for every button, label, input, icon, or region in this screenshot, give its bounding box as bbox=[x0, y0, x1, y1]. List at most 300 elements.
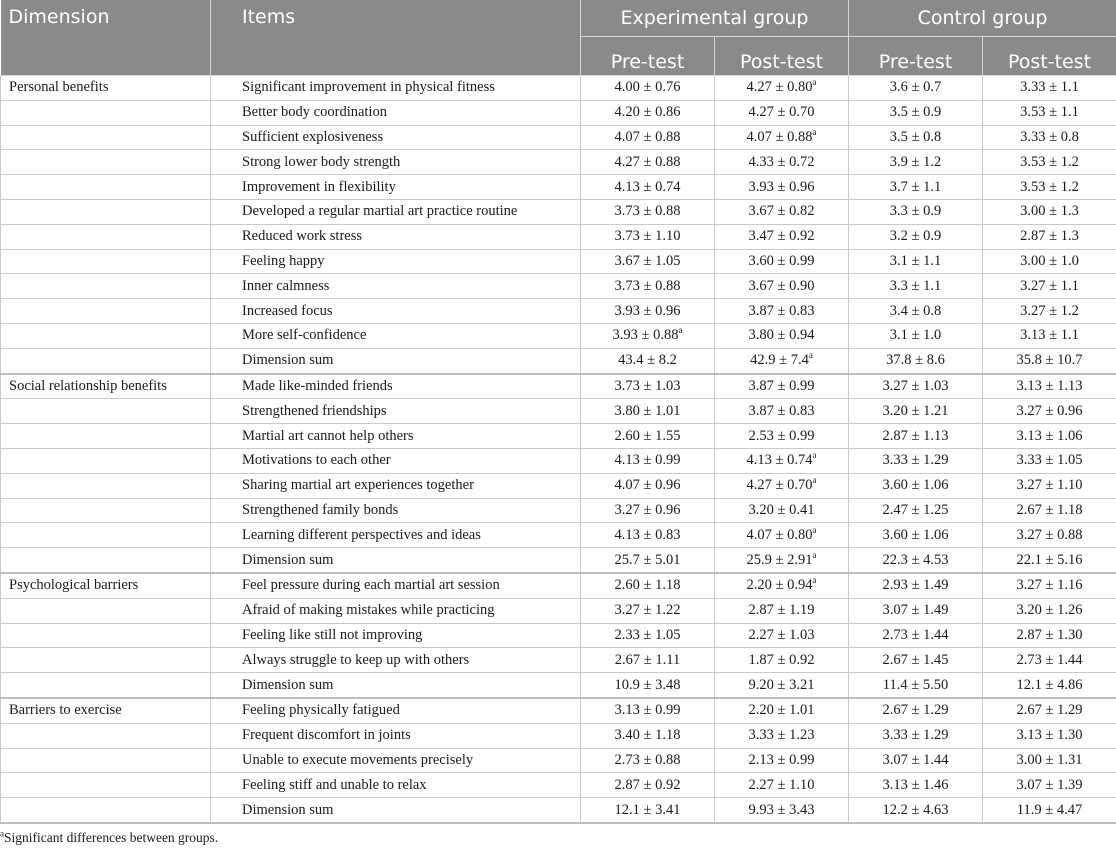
cell-item-value: Significant improvement in physical fitness bbox=[242, 79, 495, 96]
cell-exp-post-value: 9.93 ± 3.43 bbox=[748, 801, 815, 818]
cell-dimension bbox=[1, 299, 211, 324]
cell-item bbox=[211, 623, 581, 648]
cell-ctl-pre-value: 3.3 ± 1.1 bbox=[889, 277, 942, 294]
cell-ctl-post bbox=[983, 249, 1116, 274]
cell-exp-post bbox=[715, 623, 849, 648]
cell-exp-pre bbox=[581, 249, 715, 274]
cell-ctl-pre-value: 3.20 ± 1.21 bbox=[882, 402, 949, 419]
cell-exp-pre-value: 2.60 ± 1.18 bbox=[614, 577, 681, 594]
cell-exp-pre-value: 10.9 ± 3.48 bbox=[614, 676, 681, 693]
cell-ctl-pre bbox=[849, 548, 983, 573]
cell-item bbox=[211, 773, 581, 798]
cell-ctl-post-value: 2.87 ± 1.3 bbox=[1020, 228, 1079, 245]
table-row bbox=[1, 498, 1116, 523]
cell-dimension bbox=[1, 573, 211, 598]
cell-exp-pre-value: 4.07 ± 0.88 bbox=[614, 128, 681, 145]
cell-item bbox=[211, 224, 581, 249]
cell-ctl-pre bbox=[849, 598, 983, 623]
cell-ctl-pre bbox=[849, 523, 983, 548]
cell-ctl-post-value: 3.33 ± 1.1 bbox=[1020, 79, 1079, 96]
cell-dimension-value: Social relationship benefits bbox=[9, 377, 167, 394]
cell-exp-pre-value: 4.20 ± 0.86 bbox=[614, 104, 681, 121]
cell-ctl-pre bbox=[849, 773, 983, 798]
cell-exp-pre-value: 25.7 ± 5.01 bbox=[614, 551, 681, 568]
cell-exp-post bbox=[715, 548, 849, 573]
table-row bbox=[1, 723, 1116, 748]
cell-ctl-post-value: 2.67 ± 1.18 bbox=[1016, 501, 1083, 518]
cell-exp-pre-value: 2.87 ± 0.92 bbox=[614, 776, 681, 793]
cell-ctl-post bbox=[983, 473, 1116, 498]
cell-exp-pre bbox=[581, 548, 715, 573]
cell-exp-pre bbox=[581, 698, 715, 723]
cell-ctl-pre-value: 3.5 ± 0.9 bbox=[889, 104, 942, 121]
cell-item bbox=[211, 673, 581, 698]
cell-exp-post-value: 3.67 ± 0.82 bbox=[748, 203, 815, 220]
cell-ctl-post bbox=[983, 723, 1116, 748]
table-row bbox=[1, 448, 1116, 473]
cell-exp-pre-value: 3.73 ± 1.03 bbox=[614, 377, 681, 394]
cell-exp-post-value: 2.27 ± 1.03 bbox=[748, 626, 815, 643]
cell-ctl-post bbox=[983, 374, 1116, 399]
cell-item-value: Motivations to each other bbox=[242, 452, 391, 469]
cell-ctl-pre bbox=[849, 299, 983, 324]
cell-exp-pre bbox=[581, 598, 715, 623]
cell-exp-post bbox=[715, 249, 849, 274]
cell-exp-pre bbox=[581, 374, 715, 399]
cell-item-value: Feel pressure during each martial art session bbox=[242, 577, 500, 594]
header-ctl-post-test: Post-test bbox=[983, 37, 1116, 76]
cell-exp-post bbox=[715, 448, 849, 473]
cell-ctl-pre-value: 3.27 ± 1.03 bbox=[882, 377, 949, 394]
cell-exp-pre-value: 3.80 ± 1.01 bbox=[614, 402, 681, 419]
cell-ctl-post bbox=[983, 348, 1116, 373]
cell-exp-post bbox=[715, 175, 849, 200]
cell-item-value: Improvement in flexibility bbox=[242, 178, 396, 195]
cell-item bbox=[211, 598, 581, 623]
cell-ctl-post-value: 3.27 ± 1.2 bbox=[1020, 302, 1079, 319]
cell-ctl-post-value: 3.53 ± 1.2 bbox=[1020, 178, 1079, 195]
significance-marker: a bbox=[812, 450, 817, 461]
cell-exp-post bbox=[715, 274, 849, 299]
cell-ctl-pre bbox=[849, 125, 983, 150]
cell-item-value: Dimension sum bbox=[242, 676, 334, 693]
header-ctl-pre-test: Pre-test bbox=[849, 37, 983, 76]
cell-item bbox=[211, 548, 581, 573]
table-row bbox=[1, 374, 1116, 399]
table-row bbox=[1, 773, 1116, 798]
cell-ctl-post-value: 3.13 ± 1.13 bbox=[1016, 377, 1083, 394]
cell-item-value: Feeling physically fatigued bbox=[242, 702, 400, 719]
significance-marker: a bbox=[812, 524, 817, 535]
footnote-text: Significant differences between groups. bbox=[4, 830, 219, 845]
cell-exp-post-value: 2.27 ± 1.10 bbox=[748, 776, 815, 793]
cell-ctl-pre-value: 3.60 ± 1.06 bbox=[882, 526, 949, 543]
cell-dimension bbox=[1, 323, 211, 348]
cell-item-value: Martial art cannot help others bbox=[242, 427, 414, 444]
cell-item-value: Feeling happy bbox=[242, 252, 325, 269]
cell-exp-pre-value: 4.00 ± 0.76 bbox=[614, 79, 681, 96]
cell-exp-post-value: 3.33 ± 1.23 bbox=[748, 727, 815, 744]
cell-item-value: Inner calmness bbox=[242, 277, 330, 294]
table-row bbox=[1, 473, 1116, 498]
cell-ctl-post bbox=[983, 448, 1116, 473]
cell-exp-pre bbox=[581, 623, 715, 648]
cell-exp-pre-value: 4.13 ± 0.99 bbox=[614, 452, 681, 469]
table-row bbox=[1, 76, 1116, 101]
cell-ctl-pre-value: 3.1 ± 1.1 bbox=[889, 252, 942, 269]
table-row bbox=[1, 748, 1116, 773]
cell-exp-pre bbox=[581, 125, 715, 150]
cell-item-value: Developed a regular martial art practice routine bbox=[242, 203, 518, 220]
header-experimental-group: Experimental group bbox=[581, 0, 849, 37]
cell-ctl-pre-value: 3.60 ± 1.06 bbox=[882, 477, 949, 494]
cell-exp-pre-value: 3.93 ± 0.88 bbox=[612, 327, 679, 344]
cell-dimension bbox=[1, 424, 211, 449]
table-row bbox=[1, 175, 1116, 200]
cell-dimension-value: Psychological barriers bbox=[9, 577, 139, 594]
cell-exp-pre-value: 3.93 ± 0.96 bbox=[614, 302, 681, 319]
cell-ctl-pre-value: 3.3 ± 0.9 bbox=[889, 203, 942, 220]
cell-item bbox=[211, 348, 581, 373]
cell-ctl-post bbox=[983, 76, 1116, 101]
cell-ctl-post bbox=[983, 125, 1116, 150]
cell-item-value: Strengthened family bonds bbox=[242, 501, 399, 518]
cell-exp-pre bbox=[581, 748, 715, 773]
cell-ctl-post-value: 2.87 ± 1.30 bbox=[1016, 626, 1083, 643]
significance-marker: a bbox=[812, 575, 817, 586]
cell-item bbox=[211, 249, 581, 274]
table-row bbox=[1, 698, 1116, 723]
cell-ctl-post bbox=[983, 399, 1116, 424]
cell-ctl-pre-value: 3.07 ± 1.44 bbox=[882, 751, 949, 768]
cell-ctl-pre-value: 2.87 ± 1.13 bbox=[882, 427, 949, 444]
cell-dimension bbox=[1, 473, 211, 498]
cell-ctl-pre bbox=[849, 150, 983, 175]
cell-ctl-pre bbox=[849, 648, 983, 673]
cell-exp-post bbox=[715, 424, 849, 449]
cell-exp-post-value: 4.07 ± 0.88 bbox=[746, 128, 813, 145]
table-row bbox=[1, 323, 1116, 348]
cell-dimension bbox=[1, 374, 211, 399]
cell-exp-post bbox=[715, 348, 849, 373]
cell-ctl-pre-value: 3.1 ± 1.0 bbox=[889, 327, 942, 344]
cell-ctl-pre bbox=[849, 748, 983, 773]
cell-exp-pre-value: 4.13 ± 0.83 bbox=[614, 526, 681, 543]
cell-exp-post bbox=[715, 374, 849, 399]
cell-dimension bbox=[1, 100, 211, 125]
cell-exp-post bbox=[715, 498, 849, 523]
table-row bbox=[1, 573, 1116, 598]
cell-exp-post-value: 25.9 ± 2.91 bbox=[746, 551, 813, 568]
cell-exp-pre-value: 43.4 ± 8.2 bbox=[618, 352, 677, 369]
cell-exp-post-value: 2.53 ± 0.99 bbox=[748, 427, 815, 444]
cell-ctl-post bbox=[983, 323, 1116, 348]
cell-item bbox=[211, 199, 581, 224]
cell-item-value: Dimension sum bbox=[242, 551, 334, 568]
cell-dimension bbox=[1, 175, 211, 200]
cell-ctl-post-value: 3.53 ± 1.2 bbox=[1020, 153, 1079, 170]
cell-exp-pre-value: 3.73 ± 1.10 bbox=[614, 228, 681, 245]
significance-marker: a bbox=[678, 325, 683, 336]
cell-ctl-pre bbox=[849, 698, 983, 723]
cell-ctl-post bbox=[983, 623, 1116, 648]
cell-exp-post-value: 3.87 ± 0.83 bbox=[748, 302, 815, 319]
table-row bbox=[1, 100, 1116, 125]
cell-dimension bbox=[1, 798, 211, 823]
cell-ctl-pre-value: 3.6 ± 0.7 bbox=[889, 79, 942, 96]
cell-ctl-post bbox=[983, 523, 1116, 548]
cell-item-value: Unable to execute movements precisely bbox=[242, 751, 474, 768]
cell-exp-pre-value: 3.27 ± 1.22 bbox=[614, 602, 681, 619]
cell-ctl-pre bbox=[849, 348, 983, 373]
cell-dimension bbox=[1, 773, 211, 798]
cell-ctl-pre bbox=[849, 224, 983, 249]
cell-exp-post-value: 3.87 ± 0.99 bbox=[748, 377, 815, 394]
cell-ctl-pre bbox=[849, 199, 983, 224]
cell-ctl-pre-value: 3.33 ± 1.29 bbox=[882, 452, 949, 469]
cell-exp-post bbox=[715, 125, 849, 150]
cell-exp-pre bbox=[581, 773, 715, 798]
cell-exp-post-value: 3.20 ± 0.41 bbox=[748, 501, 815, 518]
cell-ctl-post bbox=[983, 498, 1116, 523]
cell-ctl-post-value: 11.9 ± 4.47 bbox=[1016, 801, 1083, 818]
table-row bbox=[1, 798, 1116, 823]
cell-ctl-pre-value: 2.47 ± 1.25 bbox=[882, 501, 949, 518]
cell-dimension-value: Personal benefits bbox=[9, 79, 109, 96]
cell-item-value: More self-confidence bbox=[242, 327, 367, 344]
cell-exp-post-value: 4.07 ± 0.80 bbox=[746, 526, 813, 543]
cell-ctl-post-value: 3.33 ± 1.05 bbox=[1016, 452, 1083, 469]
cell-ctl-pre-value: 37.8 ± 8.6 bbox=[886, 352, 945, 369]
cell-exp-pre-value: 2.67 ± 1.11 bbox=[614, 651, 681, 668]
table-row bbox=[1, 673, 1116, 698]
cell-exp-post-value: 4.27 ± 0.70 bbox=[748, 104, 815, 121]
cell-ctl-pre-value: 3.07 ± 1.49 bbox=[882, 602, 949, 619]
cell-exp-pre bbox=[581, 448, 715, 473]
cell-exp-pre-value: 3.40 ± 1.18 bbox=[614, 727, 681, 744]
cell-exp-post bbox=[715, 323, 849, 348]
cell-ctl-post bbox=[983, 424, 1116, 449]
cell-exp-pre bbox=[581, 798, 715, 823]
cell-dimension bbox=[1, 748, 211, 773]
cell-item bbox=[211, 125, 581, 150]
cell-item bbox=[211, 498, 581, 523]
cell-exp-pre-value: 3.73 ± 0.88 bbox=[614, 203, 681, 220]
cell-ctl-post-value: 3.00 ± 1.31 bbox=[1016, 751, 1083, 768]
significance-marker: a bbox=[812, 549, 817, 560]
cell-exp-pre bbox=[581, 473, 715, 498]
cell-ctl-post bbox=[983, 748, 1116, 773]
table-row bbox=[1, 249, 1116, 274]
cell-dimension bbox=[1, 548, 211, 573]
cell-ctl-pre-value: 2.67 ± 1.29 bbox=[882, 702, 949, 719]
cell-exp-pre-value: 2.33 ± 1.05 bbox=[614, 626, 681, 643]
cell-item-value: Frequent discomfort in joints bbox=[242, 727, 411, 744]
cell-item-value: Feeling stiff and unable to relax bbox=[242, 776, 427, 793]
cell-dimension-value: Barriers to exercise bbox=[9, 702, 122, 719]
cell-exp-post-value: 2.20 ± 1.01 bbox=[748, 702, 815, 719]
cell-exp-post bbox=[715, 598, 849, 623]
cell-dimension bbox=[1, 125, 211, 150]
cell-exp-pre bbox=[581, 498, 715, 523]
cell-dimension bbox=[1, 498, 211, 523]
cell-ctl-post-value: 2.73 ± 1.44 bbox=[1016, 651, 1083, 668]
cell-ctl-pre-value: 3.4 ± 0.8 bbox=[889, 302, 942, 319]
significance-marker: a bbox=[812, 77, 817, 88]
cell-exp-post-value: 9.20 ± 3.21 bbox=[748, 676, 815, 693]
cell-item bbox=[211, 648, 581, 673]
cell-exp-pre-value: 3.73 ± 0.88 bbox=[614, 277, 681, 294]
cell-ctl-pre-value: 22.3 ± 4.53 bbox=[882, 551, 949, 568]
cell-exp-pre bbox=[581, 100, 715, 125]
cell-exp-pre bbox=[581, 723, 715, 748]
cell-item bbox=[211, 748, 581, 773]
table-row bbox=[1, 523, 1116, 548]
cell-item-value: Sufficient explosiveness bbox=[242, 128, 384, 145]
cell-ctl-post-value: 3.53 ± 1.1 bbox=[1020, 104, 1079, 121]
cell-dimension bbox=[1, 399, 211, 424]
cell-item bbox=[211, 424, 581, 449]
cell-exp-post bbox=[715, 100, 849, 125]
cell-dimension bbox=[1, 150, 211, 175]
cell-item-value: Feeling like still not improving bbox=[242, 626, 423, 643]
cell-item bbox=[211, 100, 581, 125]
cell-exp-pre-value: 2.60 ± 1.55 bbox=[614, 427, 681, 444]
cell-exp-post-value: 3.87 ± 0.83 bbox=[748, 402, 815, 419]
cell-ctl-post-value: 3.33 ± 0.8 bbox=[1020, 128, 1079, 145]
cell-exp-post-value: 3.47 ± 0.92 bbox=[748, 228, 815, 245]
cell-item bbox=[211, 473, 581, 498]
cell-item bbox=[211, 723, 581, 748]
cell-exp-post bbox=[715, 698, 849, 723]
cell-ctl-post-value: 3.13 ± 1.1 bbox=[1020, 327, 1079, 344]
cell-ctl-post-value: 3.00 ± 1.3 bbox=[1020, 203, 1079, 220]
table-header bbox=[1, 0, 1116, 76]
cell-exp-pre-value: 3.27 ± 0.96 bbox=[614, 501, 681, 518]
cell-ctl-post bbox=[983, 673, 1116, 698]
cell-exp-pre bbox=[581, 150, 715, 175]
cell-ctl-post bbox=[983, 299, 1116, 324]
cell-item bbox=[211, 573, 581, 598]
cell-ctl-pre-value: 3.2 ± 0.9 bbox=[889, 228, 942, 245]
cell-ctl-post bbox=[983, 698, 1116, 723]
cell-ctl-post-value: 3.07 ± 1.39 bbox=[1016, 776, 1083, 793]
table-row bbox=[1, 598, 1116, 623]
cell-exp-post-value: 3.80 ± 0.94 bbox=[748, 327, 815, 344]
cell-item-value: Sharing martial art experiences together bbox=[242, 477, 474, 494]
cell-ctl-pre-value: 3.9 ± 1.2 bbox=[889, 153, 942, 170]
cell-item bbox=[211, 698, 581, 723]
cell-exp-post-value: 3.60 ± 0.99 bbox=[748, 252, 815, 269]
table-row bbox=[1, 348, 1116, 373]
cell-exp-post bbox=[715, 523, 849, 548]
cell-ctl-post-value: 3.27 ± 1.16 bbox=[1016, 577, 1083, 594]
header-items: Items bbox=[211, 0, 581, 76]
cell-ctl-pre bbox=[849, 798, 983, 823]
cell-ctl-post-value: 3.27 ± 1.10 bbox=[1016, 477, 1083, 494]
cell-ctl-post-value: 3.13 ± 1.30 bbox=[1016, 727, 1083, 744]
cell-ctl-pre bbox=[849, 473, 983, 498]
cell-exp-post bbox=[715, 773, 849, 798]
cell-dimension bbox=[1, 249, 211, 274]
cell-exp-pre bbox=[581, 224, 715, 249]
cell-ctl-pre bbox=[849, 274, 983, 299]
cell-item-value: Learning different perspectives and ideas bbox=[242, 526, 481, 543]
cell-exp-post bbox=[715, 224, 849, 249]
table-row bbox=[1, 125, 1116, 150]
cell-ctl-post bbox=[983, 648, 1116, 673]
table-row bbox=[1, 424, 1116, 449]
cell-item-value: Increased focus bbox=[242, 302, 333, 319]
cell-ctl-post-value: 3.20 ± 1.26 bbox=[1016, 602, 1083, 619]
cell-exp-pre-value: 3.13 ± 0.99 bbox=[614, 702, 681, 719]
cell-item bbox=[211, 175, 581, 200]
cell-ctl-post-value: 35.8 ± 10.7 bbox=[1016, 352, 1083, 369]
cell-exp-pre bbox=[581, 424, 715, 449]
cell-item bbox=[211, 448, 581, 473]
cell-item bbox=[211, 798, 581, 823]
cell-exp-post-value: 1.87 ± 0.92 bbox=[748, 651, 815, 668]
cell-exp-post bbox=[715, 673, 849, 698]
cell-exp-post bbox=[715, 150, 849, 175]
cell-exp-pre bbox=[581, 199, 715, 224]
cell-exp-pre bbox=[581, 323, 715, 348]
cell-dimension bbox=[1, 76, 211, 101]
table-body bbox=[1, 76, 1116, 823]
cell-ctl-post-value: 12.1 ± 4.86 bbox=[1016, 676, 1083, 693]
cell-exp-pre bbox=[581, 399, 715, 424]
cell-item bbox=[211, 299, 581, 324]
cell-exp-post-value: 4.27 ± 0.70 bbox=[746, 477, 813, 494]
cell-exp-pre bbox=[581, 175, 715, 200]
cell-ctl-post-value: 3.13 ± 1.06 bbox=[1016, 427, 1083, 444]
cell-exp-post-value: 4.33 ± 0.72 bbox=[748, 153, 815, 170]
cell-exp-post bbox=[715, 473, 849, 498]
cell-ctl-pre-value: 3.33 ± 1.29 bbox=[882, 727, 949, 744]
cell-ctl-pre-value: 3.7 ± 1.1 bbox=[889, 178, 942, 195]
cell-dimension bbox=[1, 598, 211, 623]
cell-item bbox=[211, 274, 581, 299]
cell-ctl-pre-value: 11.4 ± 5.50 bbox=[882, 676, 949, 693]
cell-item-value: Reduced work stress bbox=[242, 228, 363, 245]
cell-exp-pre bbox=[581, 274, 715, 299]
significance-marker: a bbox=[812, 475, 817, 486]
cell-ctl-pre bbox=[849, 175, 983, 200]
cell-item-value: Always struggle to keep up with others bbox=[242, 651, 470, 668]
cell-exp-post bbox=[715, 199, 849, 224]
header-exp-post-test: Post-test bbox=[715, 37, 849, 76]
cell-exp-post-value: 2.20 ± 0.94 bbox=[746, 577, 813, 594]
cell-item-value: Made like-minded friends bbox=[242, 377, 393, 394]
cell-exp-post bbox=[715, 798, 849, 823]
cell-ctl-post bbox=[983, 773, 1116, 798]
cell-ctl-post bbox=[983, 274, 1116, 299]
cell-item bbox=[211, 76, 581, 101]
cell-exp-post-value: 2.13 ± 0.99 bbox=[748, 751, 815, 768]
cell-item-value: Afraid of making mistakes while practicing bbox=[242, 602, 495, 619]
cell-ctl-pre bbox=[849, 723, 983, 748]
cell-ctl-post bbox=[983, 573, 1116, 598]
cell-ctl-pre bbox=[849, 448, 983, 473]
cell-dimension bbox=[1, 623, 211, 648]
significance-marker: a bbox=[812, 127, 817, 138]
cell-ctl-post-value: 22.1 ± 5.16 bbox=[1016, 551, 1083, 568]
cell-exp-post-value: 42.9 ± 7.4 bbox=[750, 352, 809, 369]
footnote-marker: a bbox=[0, 828, 4, 839]
cell-ctl-post bbox=[983, 598, 1116, 623]
cell-exp-pre-value: 12.1 ± 3.41 bbox=[614, 801, 681, 818]
cell-item bbox=[211, 399, 581, 424]
